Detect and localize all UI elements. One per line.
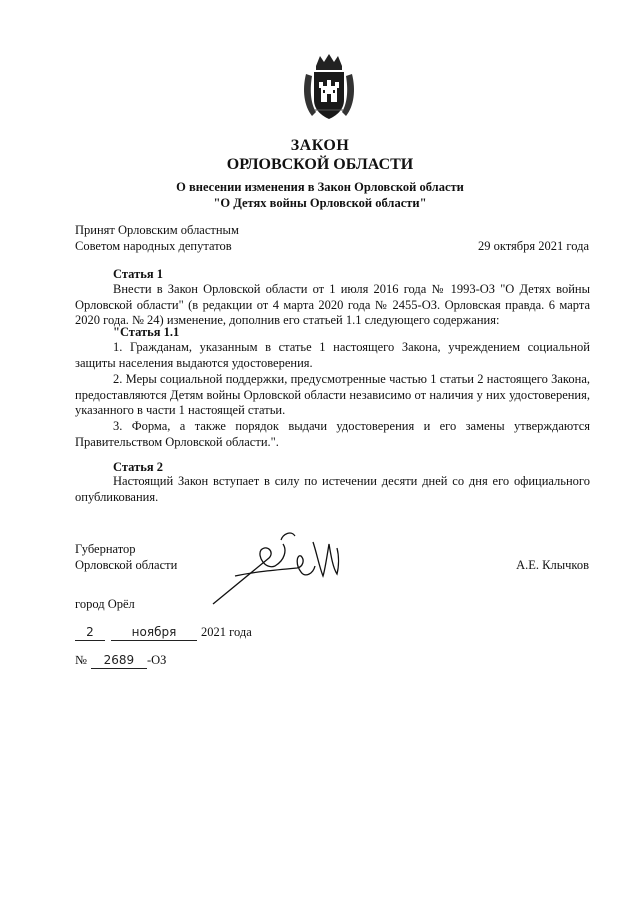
law-subtitle-line1: О внесении изменения в Закон Орловской области	[176, 180, 464, 194]
city-name: город Орёл	[75, 597, 135, 611]
date-day: 2	[75, 624, 105, 641]
number-sign: №	[75, 653, 87, 667]
article1-text: Внести в Закон Орловской области от 1 июля 2016 года № 1993-ОЗ "О Детях войны Орловской области" (в редакции от 4 марта 2020 года № 2455-ОЗ. Орловская правда. 6 марта 2020 года. № 24) изменение, дополнив его статьей 1.1 следующего содержания:	[75, 282, 590, 327]
governor-title-line2: Орловской области	[75, 558, 178, 572]
date-month: ноября	[111, 624, 197, 641]
governor-name: А.Е. Клычков	[516, 558, 589, 572]
article1-1-heading: "Статья 1.1	[113, 325, 180, 339]
handwritten-signature	[205, 520, 350, 610]
article1-1-paragraph-3: 3. Форма, а также порядок выдачи удостоверения и его замены утверждаются Правительством Орловской области.".	[75, 419, 590, 449]
number-line	[75, 652, 275, 669]
date-line	[75, 624, 275, 641]
law-title: ЗАКОН	[290, 137, 350, 154]
law-number: 2689	[91, 652, 147, 669]
number-suffix: -ОЗ	[146, 653, 167, 667]
coat-of-arms-emblem	[302, 52, 356, 122]
adopted-line2: Советом народных депутатов	[75, 239, 232, 253]
adopted-line1: Принят Орловским областным	[75, 223, 239, 237]
date-year: 2021 года	[201, 625, 252, 639]
article2-heading: Статья 2	[113, 460, 163, 474]
region-title: ОРЛОВСКОЙ ОБЛАСТИ	[226, 156, 414, 173]
article1-1-paragraph-1: 1. Гражданам, указанным в статье 1 настоящего Закона, учреждением социальной защиты населения выдаются удостоверения.	[75, 340, 590, 370]
article2-text: Настоящий Закон вступает в силу по истечении десяти дней со дня его официального опубликования.	[75, 474, 590, 504]
law-subtitle-line2: "О Детях войны Орловской области"	[213, 196, 427, 210]
adopted-date: 29 октября 2021 года	[477, 239, 589, 253]
article1-heading: Статья 1	[113, 267, 163, 281]
governor-title-line1: Губернатор	[75, 542, 136, 556]
article1-1-paragraph-2: 2. Меры социальной поддержки, предусмотренные частью 1 статьи 2 настоящего Закона, предоставляются Детям войны Орловской области независимо от наличия у них удостоверения, указанного в части 1 настоящей статьи.	[75, 372, 590, 417]
